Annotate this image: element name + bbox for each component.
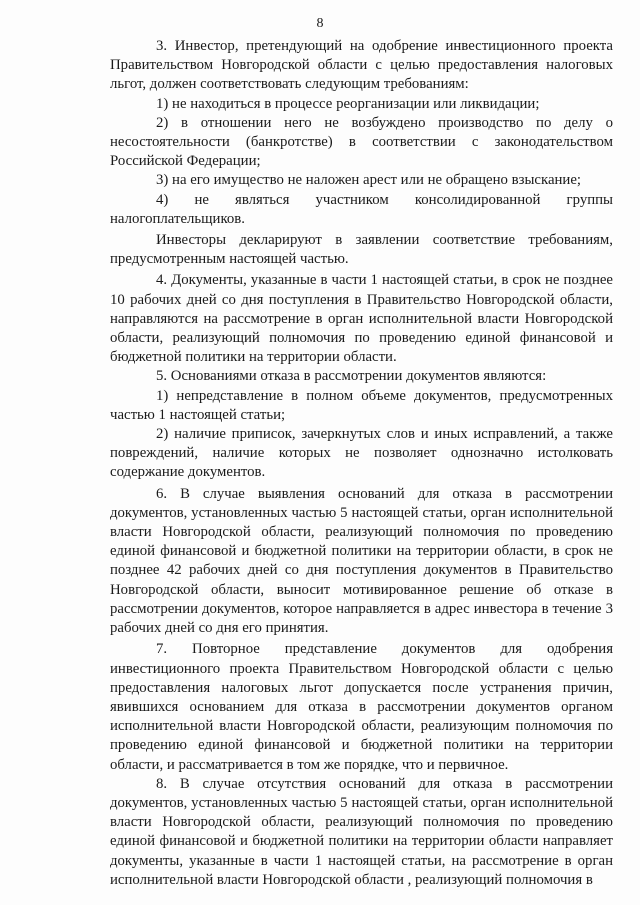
paragraph-7-resubmission: 7. Повторное представление документов для одобрения инвестиционного проекта Правительством Новгородской области с целью предоставления налоговых льгот допускается после устранения причин, явившихся основанием для отказа в рассмотрении документов органом исполнительной власти Новгородской области, реализующим полномочия по проведению единой финансовой и бюджетной политики на территории области, и рассматривается в том же порядке, что и первичное.	[110, 641, 613, 773]
paragraph-5-refusal-grounds: 5. Основаниями отказа в рассмотрении документов являются:	[156, 368, 547, 385]
list-item-3-3: 3) на его имущество не наложен арест или не обращено взыскание;	[156, 172, 582, 189]
list-item-3-4: 4) не являться участником консолидированной группы налогоплательщиков.	[110, 191, 613, 227]
list-item-5-1: 1) непредставление в полном объеме документов, предусмотренных частью 1 настоящей статьи;	[110, 387, 613, 423]
document-body	[110, 37, 613, 890]
paragraph-8-no-refusal-grounds: 8. В случае отсутствия оснований для отказа в рассмотрении документов, установленных частью 5 настоящей статьи, орган исполнительной власти Новгородской области, реализующий полномочия по проведению единой финансовой и бюджетной политики на территории области направляет документы, указанные в части 1 настоящей статьи, на рассмотрение в орган исполнительной власти Новгородской области , реализующий полномочия в	[110, 775, 613, 888]
page-number: 8	[316, 16, 324, 31]
list-item-3-1: 1) не находиться в процессе реорганизации или ликвидации;	[156, 95, 540, 112]
paragraph-investor-declaration: Инвесторы декларируют в заявлении соответствие требованиям, предусмотренным настоящей частью.	[110, 232, 613, 268]
paragraph-3-investor-requirements: 3. Инвестор, претендующий на одобрение инвестиционного проекта Правительством Новгородской области с целью предоставления налоговых льгот, должен соответствовать следующим требованиям:	[110, 38, 613, 93]
paragraph-6-refusal-decision: 6. В случае выявления оснований для отказа в рассмотрении документов, установленных частью 5 настоящей статьи, орган исполнительной власти Новгородской области, реализующий полномочия по проведению единой финансовой и бюджетной политики на территории области, в срок не позднее 42 рабочих дней со дня поступления документов в Правительство Новгородской области, выносит мотивированное решение об отказе в рассмотрении документов, которое направляется в адрес инвестора в течение 3 рабочих дней со дня его принятия.	[110, 485, 613, 637]
list-item-5-2: 2) наличие приписок, зачеркнутых слов и иных исправлений, а также повреждений, наличие которых не позволяет однозначно истолковать содержание документов.	[110, 426, 613, 481]
list-item-3-2: 2) в отношении него не возбуждено производство по делу о несостоятельности (банкротстве) в соответствии с законодательством Российской Федерации;	[110, 114, 613, 170]
paragraph-4-documents-review: 4. Документы, указанные в части 1 настоящей статьи, в срок не позднее 10 рабочих дней со дня поступления в Правительство Новгородской области, направляются на рассмотрение в орган исполнительной власти Новгородской области, реализующий полномочия по проведению единой финансовой и бюджетной политики на территории области.	[110, 272, 613, 366]
